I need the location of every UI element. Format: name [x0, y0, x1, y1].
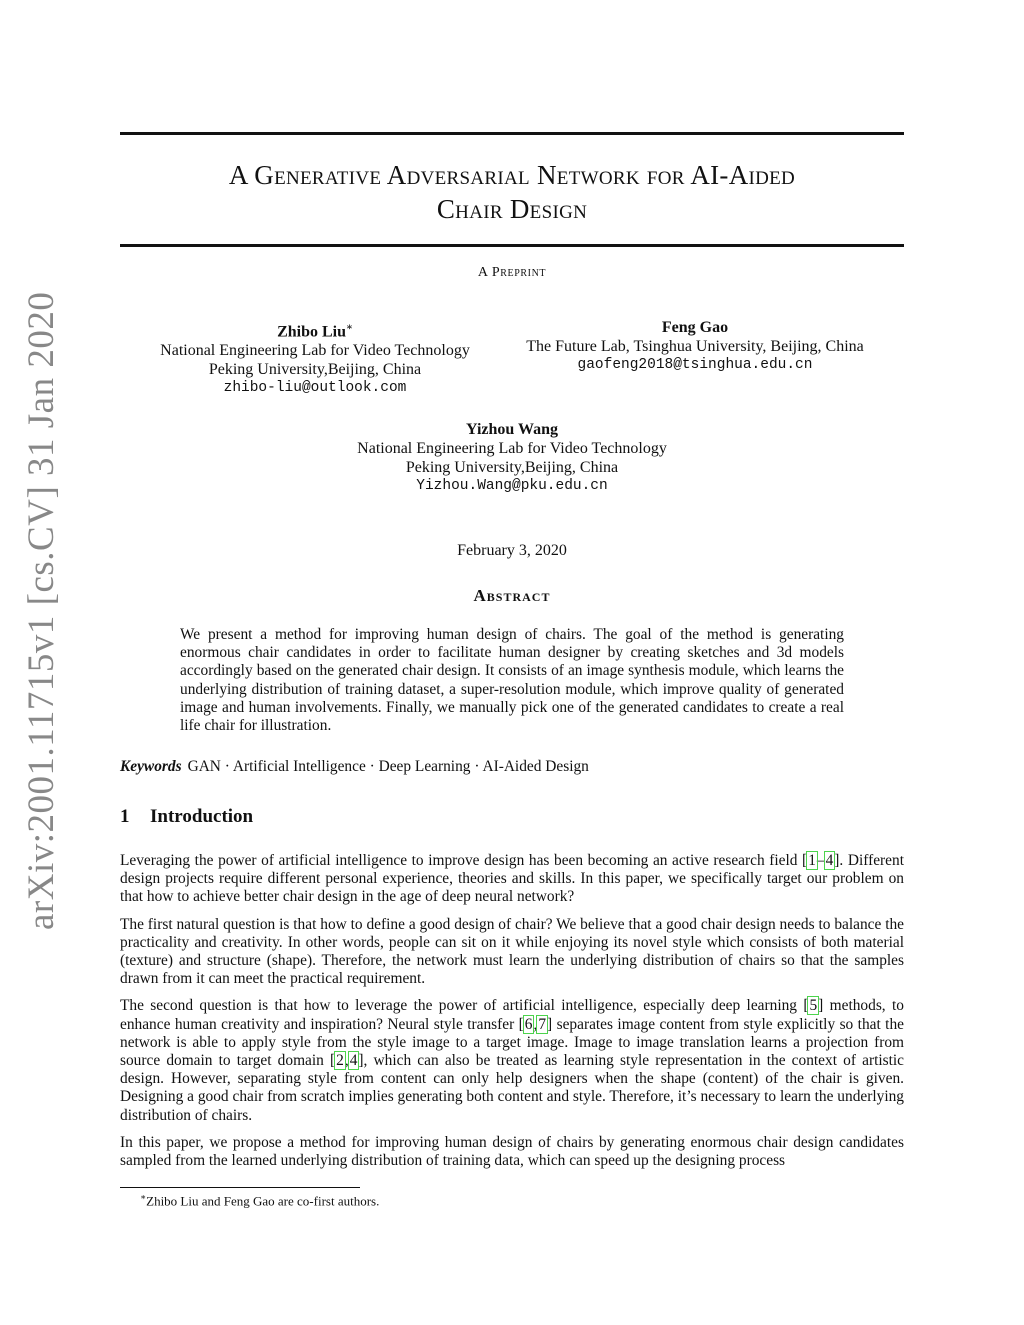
footnote-text: Zhibo Liu and Feng Gao are co-first authors. — [146, 1193, 380, 1209]
keywords-line — [120, 758, 904, 776]
title-rule-top — [120, 132, 904, 135]
paragraph: Leveraging the power of artificial intelligence to improve design has been becoming an active research field [1–4]. Different design projects require different personal experience, theories and skills. In this paper, we specifically target our problem on that how to achieve better chair design in the age of deep neural network? — [120, 852, 904, 906]
author-affiliation: The Future Lab, Tsinghua University, Beijing, China — [526, 338, 864, 355]
keywords-label: Keywords — [120, 758, 182, 775]
author-block-1 — [130, 318, 500, 398]
author-email[interactable]: Yizhou.Wang@pku.edu.cn — [416, 478, 608, 494]
author-affiliation: Peking University,Beijing, China — [208, 361, 422, 379]
author-affiliation: National Engineering Lab for Video Technology — [160, 342, 470, 360]
citation-link[interactable]: 4 — [349, 1052, 358, 1070]
author-block-3 — [312, 420, 712, 496]
section-title: Introduction — [150, 806, 254, 827]
title-line-1: A Generative Adversarial Network for AI-Aided — [228, 160, 796, 190]
author-name: Feng Gao — [661, 319, 729, 336]
author-name: Yizhou Wang — [465, 421, 559, 438]
publication-date: February 3, 2020 — [457, 542, 567, 559]
section-heading — [120, 806, 253, 828]
paragraph: In this paper, we propose a method for improving human design of chairs by generating enormous chair design candidates sampled from the learned underlying distribution of training data, which can speed up the designing process — [120, 1133, 904, 1170]
section-number: 1 — [120, 806, 130, 827]
abstract-text: We present a method for improving human design of chairs. The goal of the method is generating enormous chair candidates in order to facilitate human designer by creating sketches and 3d models accordingly based on the generated chair design. It consists of an image synthesis module, which learns the underlying distribution of training dataset, a super-resolution module, which improve quality of generated image and human involvements. Finally, we manually pick one of the generated candidates to create a real life chair for illustration. — [180, 626, 844, 735]
footnote-rule — [120, 1187, 360, 1188]
paragraph: The second question is that how to leverage the power of artificial intelligence, especially deep learning [5] methods, to enhance human creativity and inspiration? Neural style transfer [6,7] separates image content from style explicitly so that the network is able to apply style from the style image to a target image. Image to image translation learns a projection from source domain to target domain [2,4], which can also be treated as learning style representation in the context of artistic design. However, separating style from content can only help designers when the shape (content) of the chair is given. Designing a good chair from scratch implies generating both content and style. Therefore, it’s necessary to learn the underlying distribution of chairs. — [120, 997, 904, 1124]
abstract-heading: Abstract — [473, 586, 551, 605]
author-affiliation: Peking University,Beijing, China — [405, 459, 619, 476]
preprint-label: A Preprint — [477, 265, 547, 280]
citation-link[interactable]: 4 — [825, 852, 834, 869]
citation-link[interactable]: 7 — [538, 1015, 547, 1033]
introduction-body — [120, 852, 904, 1179]
title-rule-bottom — [120, 244, 904, 247]
author-email[interactable]: gaofeng2018@tsinghua.edu.cn — [577, 357, 813, 373]
author-email[interactable]: zhibo-liu@outlook.com — [223, 380, 407, 397]
title-line-2: Chair Design — [436, 194, 588, 224]
footnote-mark: ∗ — [140, 1192, 147, 1202]
citation-link[interactable]: 1 — [808, 852, 816, 869]
citation-link[interactable]: 2 — [336, 1052, 344, 1070]
citation-link[interactable]: 5 — [809, 997, 818, 1015]
arxiv-identifier[interactable]: arXiv:2001.11715v1 [cs.CV] 31 Jan 2020 — [21, 291, 62, 930]
author-block-2 — [500, 318, 890, 375]
author-footnote-mark[interactable]: ∗ — [346, 322, 353, 333]
paragraph: The first natural question is that how to define a good design of chair? We believe that a good chair design needs to balance the practicality and creativity. In other words, people can sit on it while enjoying its novel style which consists of both material (texture) and structure (shape). Therefore, the network must learn the underlying distribution of chairs so that the samples drawn from it can meet the practical requirement. — [120, 915, 904, 988]
author-name: Zhibo Liu∗ — [277, 322, 353, 341]
paper-title — [120, 158, 904, 226]
footnote — [140, 1192, 379, 1209]
citation-link[interactable]: 6 — [524, 1015, 533, 1033]
author-affiliation: National Engineering Lab for Video Technology — [357, 440, 667, 457]
keywords-text: GAN · Artificial Intelligence · Deep Learning · AI-Aided Design — [187, 758, 589, 775]
